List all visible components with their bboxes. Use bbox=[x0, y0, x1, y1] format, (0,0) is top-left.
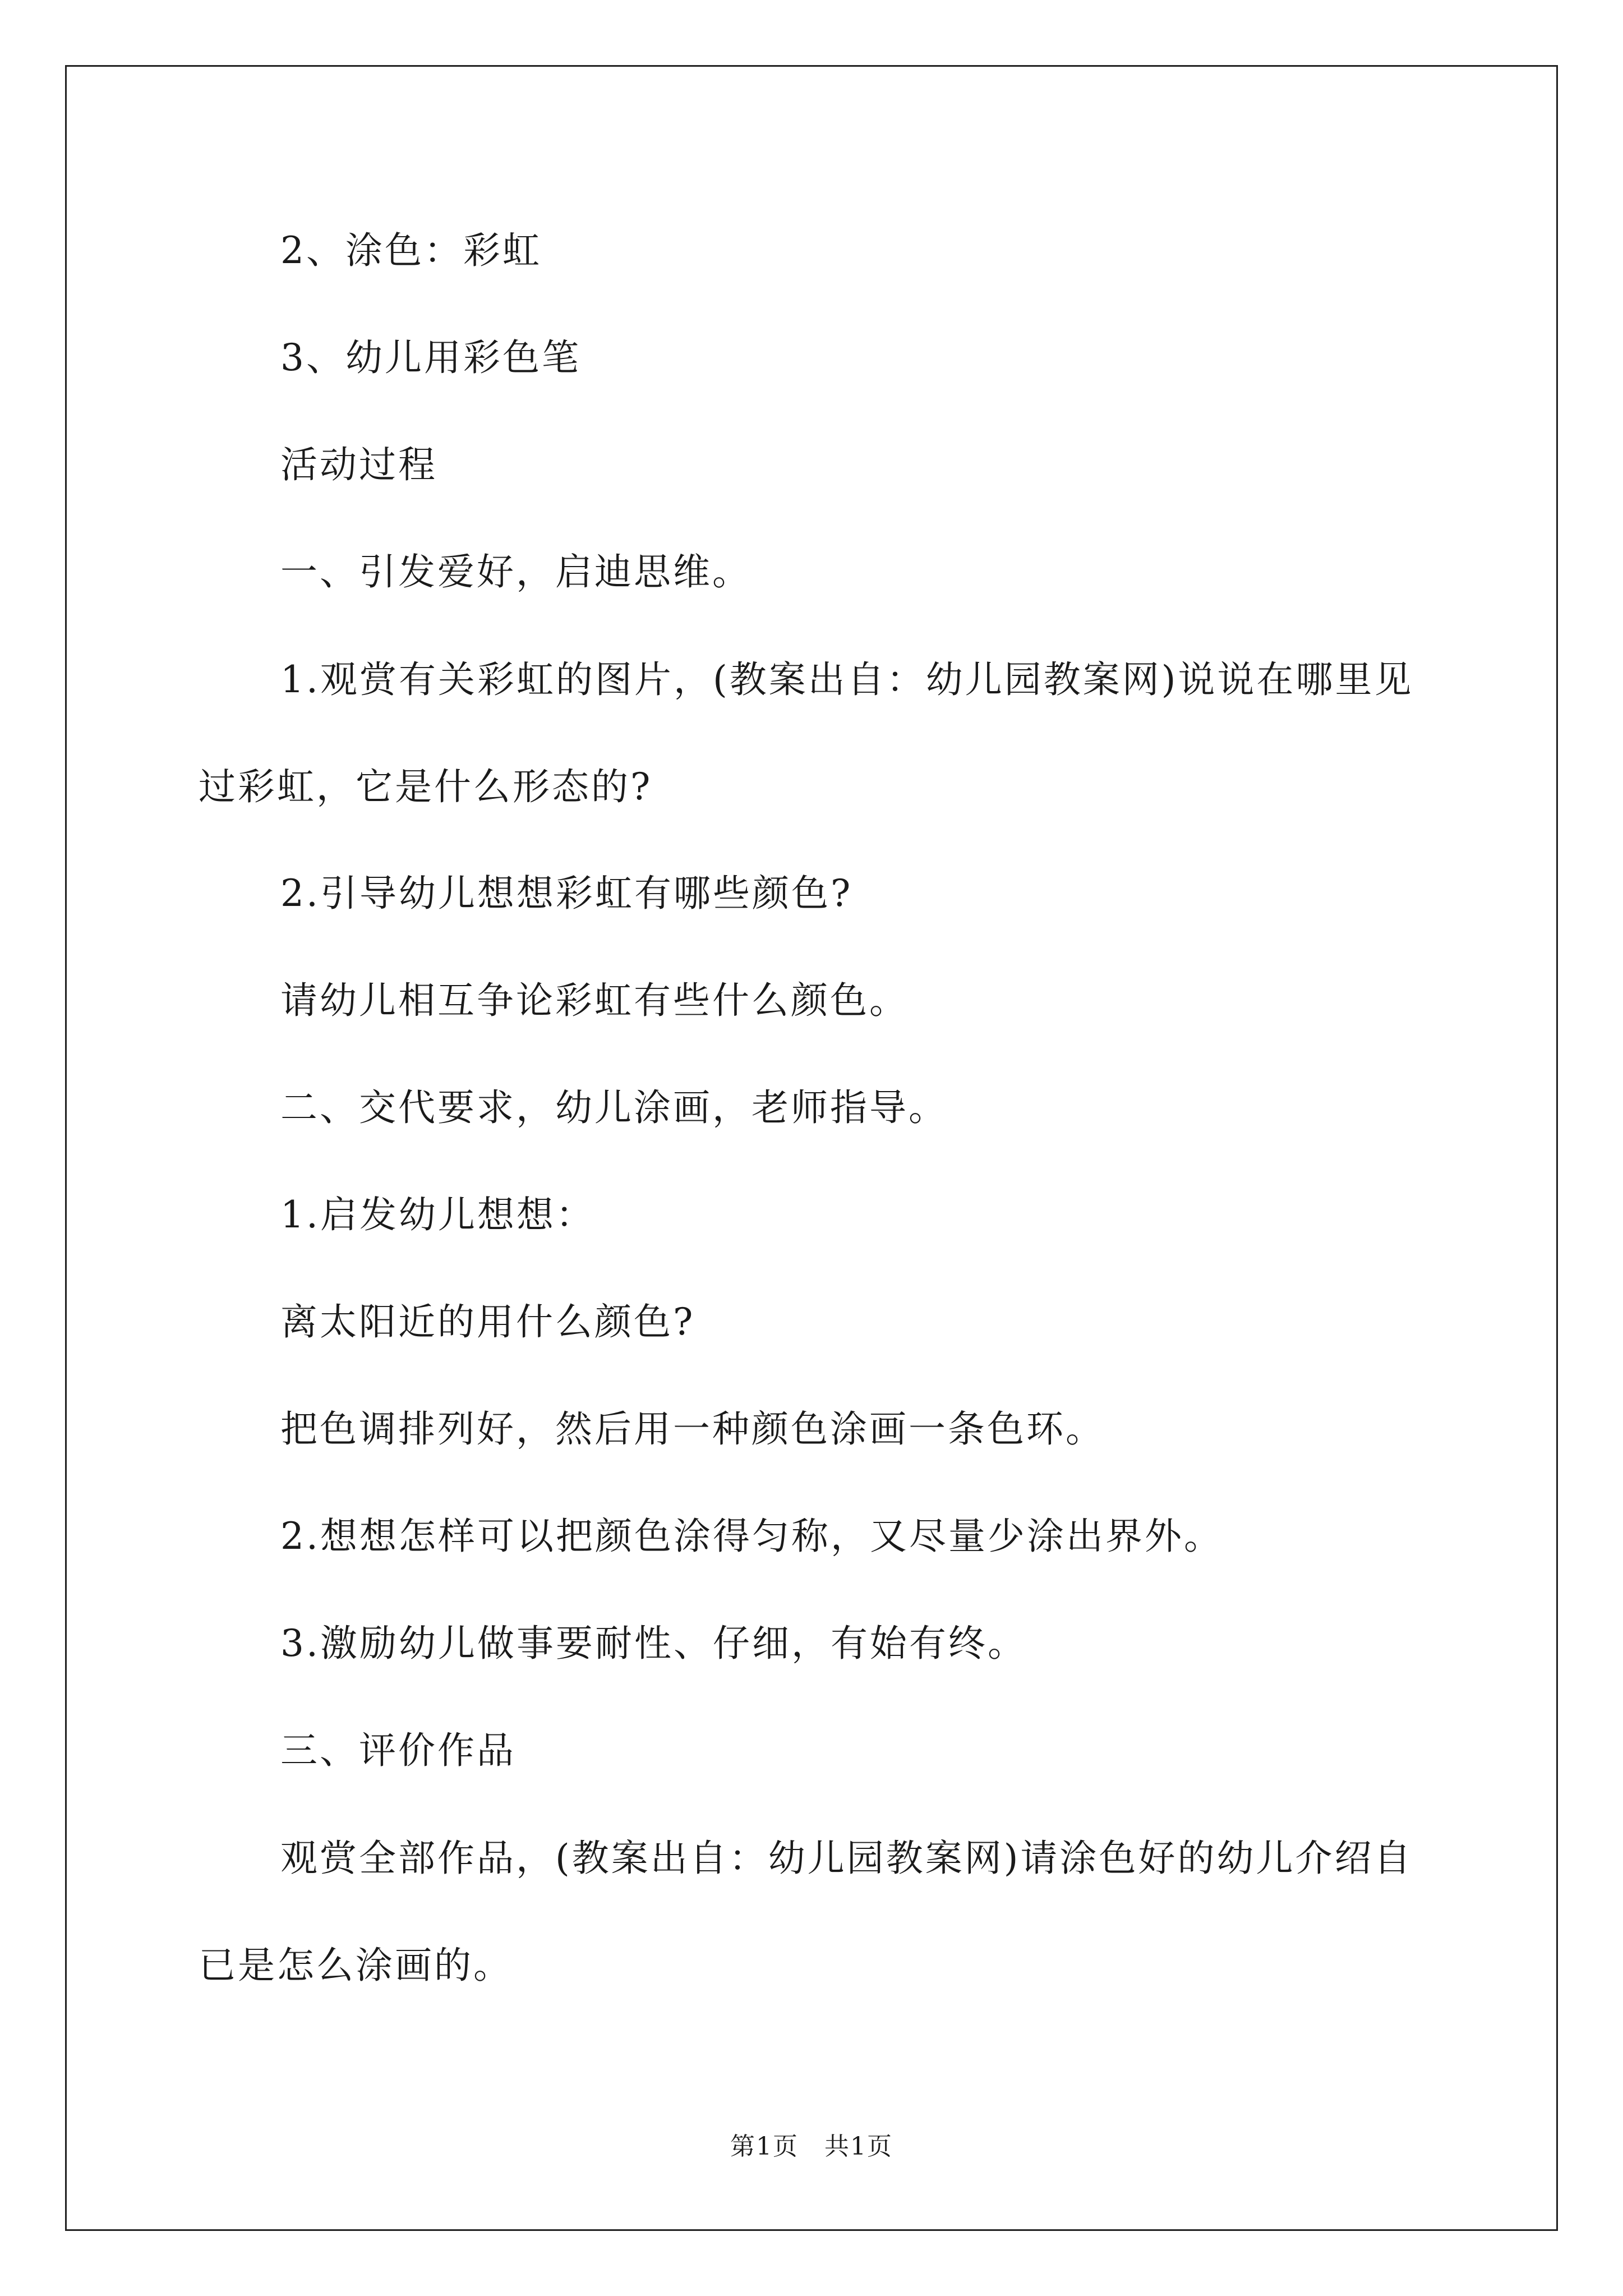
section-heading: 一、引发爱好，启迪思维。 bbox=[280, 550, 751, 593]
paragraph: 离太阳近的用什么颜色? bbox=[280, 1300, 695, 1343]
paragraph: 1.启发幼儿想想： bbox=[280, 1193, 595, 1236]
paragraph: 2.引导幼儿想想彩虹有哪些颜色? bbox=[280, 872, 853, 915]
paragraph: 2、涂色：彩虹 bbox=[280, 229, 542, 272]
section-heading: 活动过程 bbox=[280, 443, 437, 486]
paragraph: 把色调排列好，然后用一种颜色涂画一条色环。 bbox=[280, 1407, 1105, 1451]
paragraph: 3、幼儿用彩色笔 bbox=[280, 336, 581, 379]
paragraph: 3.激励幼儿做事要耐性、仔细，有始有终。 bbox=[280, 1622, 1027, 1665]
paragraph: 观赏全部作品，(教案出自：幼儿园教案网)请涂色好的幼儿介绍自已是怎么涂画的。 bbox=[199, 1837, 1413, 1987]
section-heading: 二、交代要求，幼儿涂画，老师指导。 bbox=[280, 1086, 948, 1129]
paragraph: 2.想想怎样可以把颜色涂得匀称，又尽量少涂出界外。 bbox=[280, 1515, 1223, 1558]
section-heading: 三、评价作品 bbox=[280, 1729, 516, 1772]
page-number: 第1页 共1页 bbox=[730, 2132, 893, 2161]
paragraph: 1.观赏有关彩虹的图片，(教案出自：幼儿园教案网)说说在哪里见过彩虹，它是什么形态的? bbox=[199, 658, 1414, 808]
paragraph: 请幼儿相互争论彩虹有些什么颜色。 bbox=[280, 979, 909, 1022]
